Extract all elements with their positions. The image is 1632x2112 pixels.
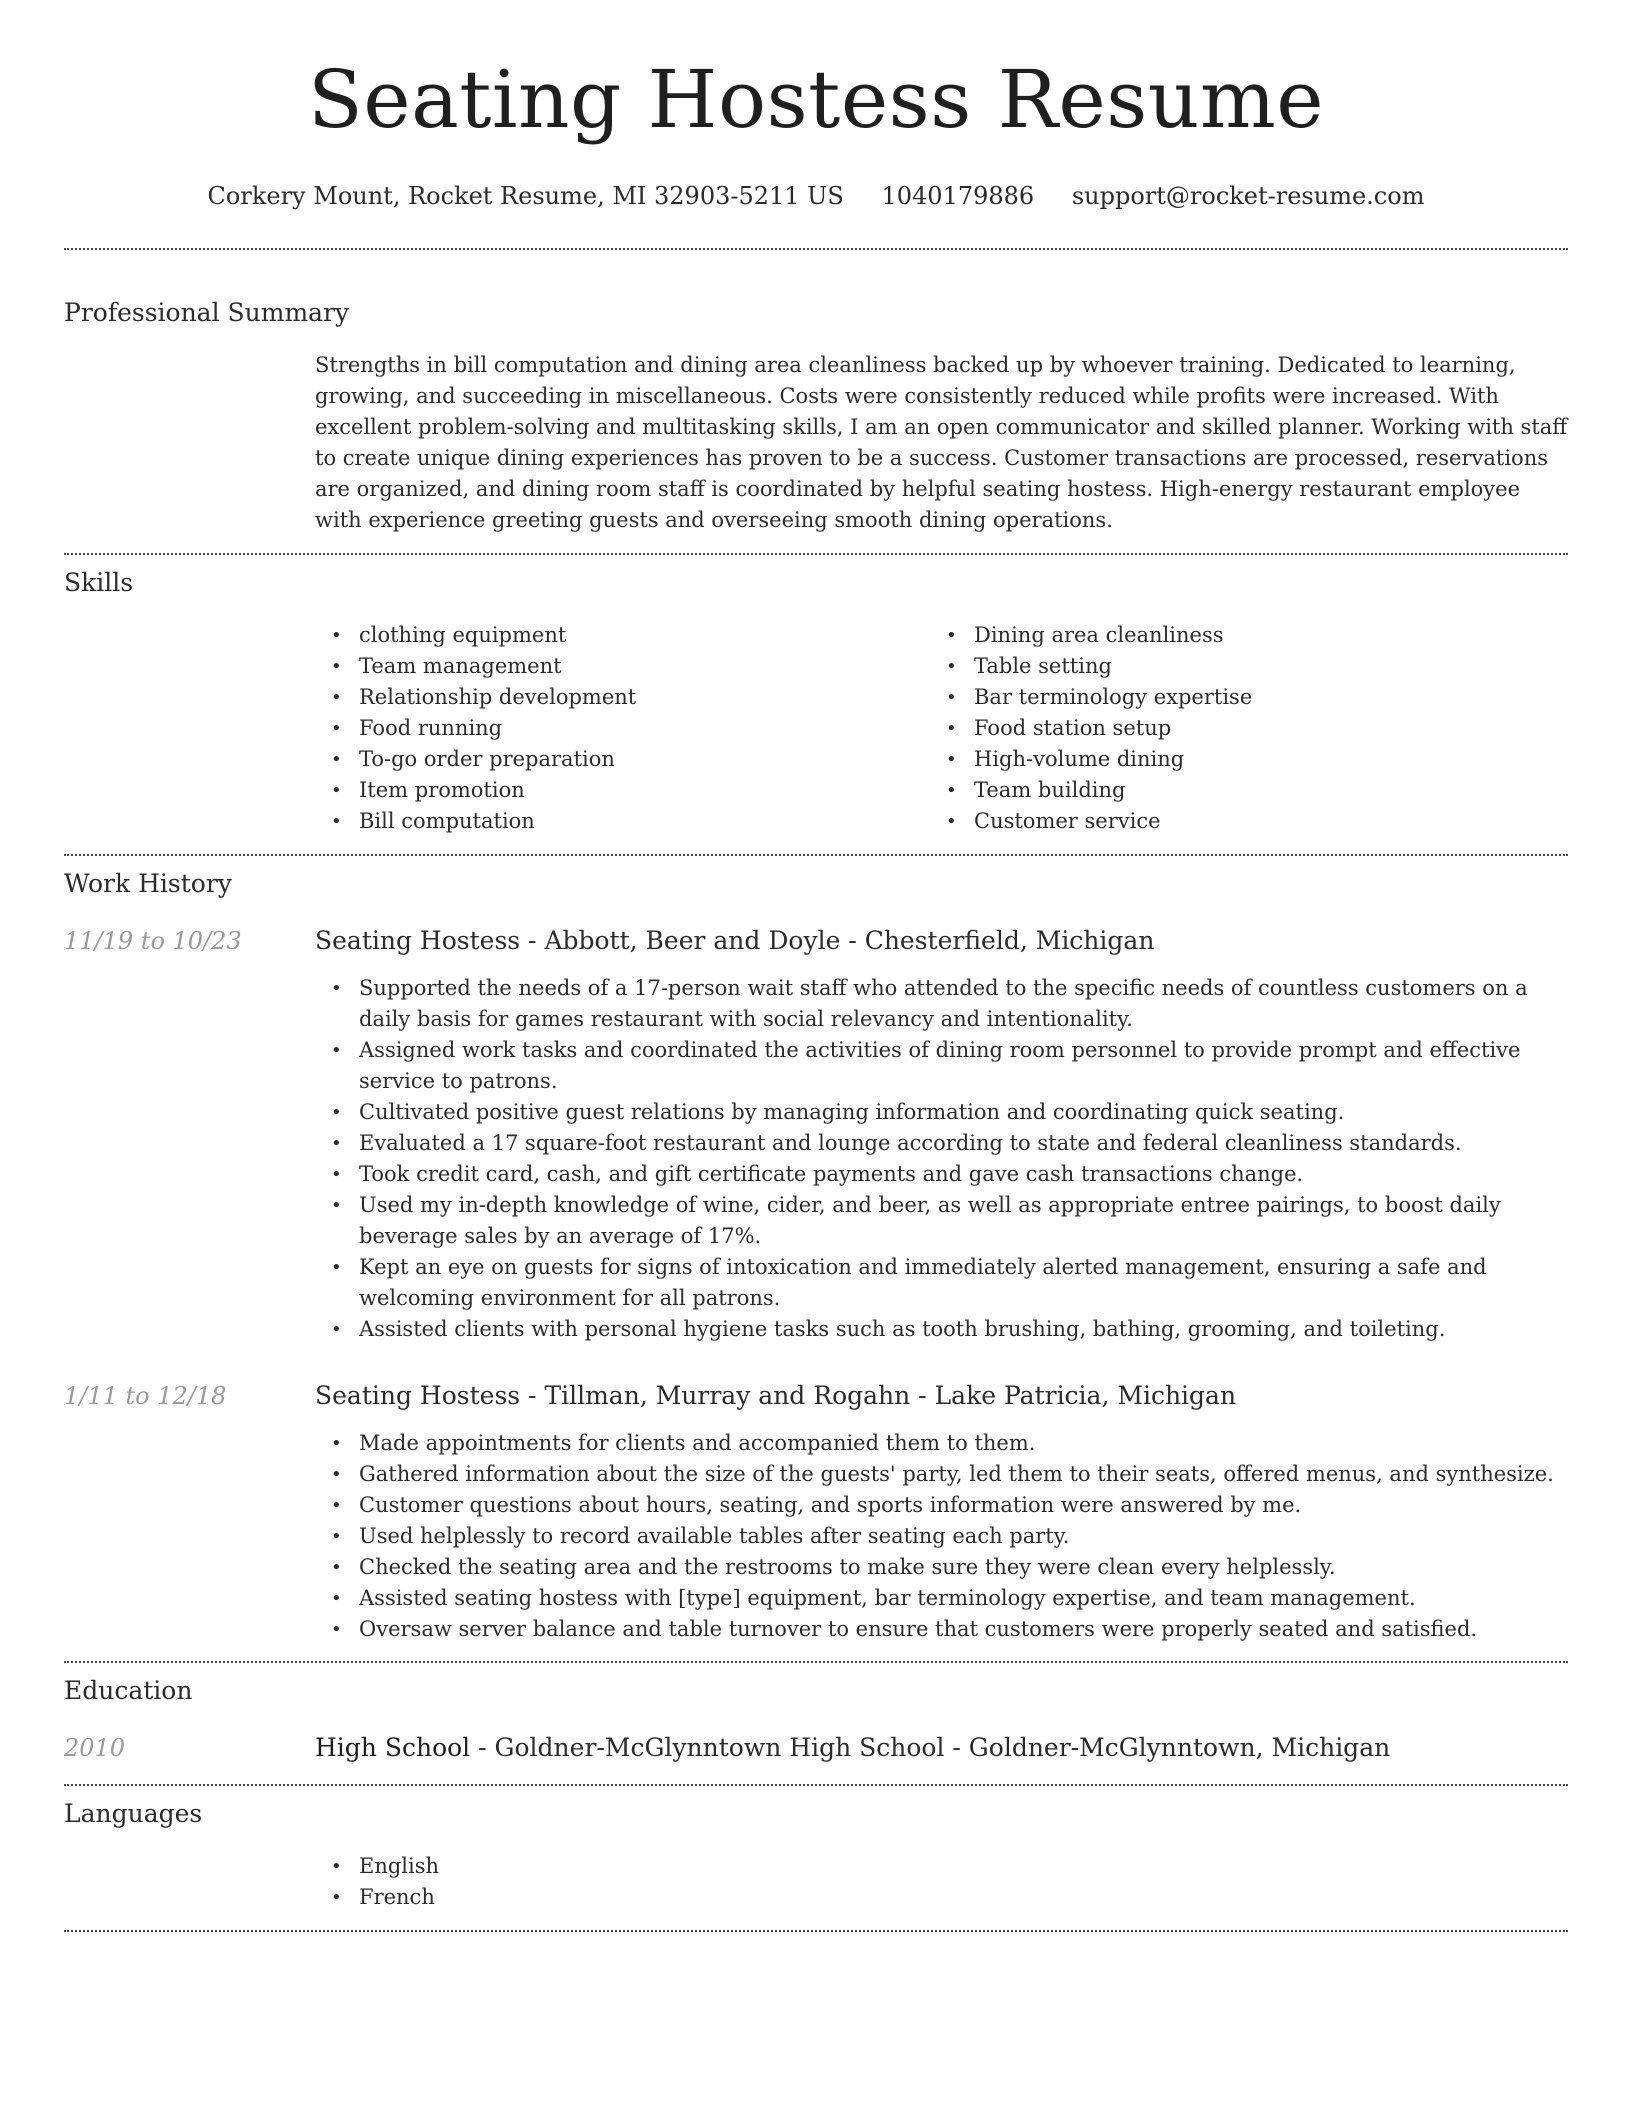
job-bullet-item: • Gathered information about the size of the guests' party, led them to their seats, offered menus, and synthesize. xyxy=(315,1459,1568,1490)
skill-item: • Food station setup xyxy=(930,713,1545,744)
skill-item: • clothing equipment xyxy=(315,620,930,651)
skill-item: • Dining area cleanliness xyxy=(930,620,1545,651)
job-bullet-item: • Kept an eye on guests for signs of intoxication and immediately alerted management, ensuring a safe and welcoming environment for all patrons. xyxy=(315,1252,1568,1314)
languages-heading: Languages xyxy=(64,1799,203,1828)
skill-item: • Bar terminology expertise xyxy=(930,682,1545,713)
skills-section xyxy=(64,555,1568,837)
job-entry xyxy=(64,924,1568,1345)
skill-item: • Team building xyxy=(930,775,1545,806)
job-bullet-item: • Used my in-depth knowledge of wine, cider, and beer, as well as appropriate entree pairings, to boost daily beverage sales by an average of 17%. xyxy=(315,1190,1568,1252)
job-bullet-item: • Supported the needs of a 17-person wait staff who attended to the specific needs of countless customers on a daily basis for games restaurant with social relevancy and intentionality. xyxy=(315,973,1568,1035)
job-bullet-item: • Oversaw server balance and table turnover to ensure that customers were properly seated and satisfied. xyxy=(315,1614,1568,1645)
section-divider xyxy=(64,1930,1568,1932)
education-section xyxy=(64,1663,1568,1765)
job-title: Seating Hostess - Abbott, Beer and Doyle - Chesterfield, Michigan xyxy=(315,926,1155,955)
job-bullet-item: • Evaluated a 17 square-foot restaurant and lounge according to state and federal cleanliness standards. xyxy=(315,1128,1568,1159)
skill-item: • Item promotion xyxy=(315,775,930,806)
languages-section xyxy=(64,1786,1568,1913)
skill-item: • Team management xyxy=(315,651,930,682)
contact-line xyxy=(64,180,1568,212)
summary-text: Strengths in bill computation and dining area cleanliness backed up by whoever training. Dedicated to learning, growing, and succeeding in miscellaneous. Costs were consistently reduced while profits were increased. With excellent problem-solving and multitasking skills, I am an open communicator and skilled planner. Working with staff to create unique dining experiences has proven to be a success. Customer transactions are processed, reservations are organized, and dining room staff is coordinated by helpful seating hostess. High-energy restaurant employee with experience greeting guests and overseeing smooth dining operations. xyxy=(315,353,1568,532)
education-school: - Goldner-McGlynntown High School - Goldner-McGlynntown, Michigan xyxy=(470,1733,1391,1762)
skill-item: • Relationship development xyxy=(315,682,930,713)
job-bullet-item: • Made appointments for clients and accompanied them to them. xyxy=(315,1428,1568,1459)
contact-phone: 1040179886 xyxy=(881,182,1035,210)
skills-list-left xyxy=(315,620,930,837)
skill-item: • To-go order preparation xyxy=(315,744,930,775)
education-degree: High School xyxy=(315,1733,471,1762)
job-dates: 1/11 to 12/18 xyxy=(64,1382,227,1410)
work-history-heading: Work History xyxy=(64,869,232,898)
job-bullet-item: • Checked the seating area and the restrooms to make sure they were clean every helplessly. xyxy=(315,1552,1568,1583)
job-bullet-item: • Assisted clients with personal hygiene tasks such as tooth brushing, bathing, grooming, and toileting. xyxy=(315,1314,1568,1345)
job-bullets xyxy=(315,1428,1568,1645)
job-bullet-item: • Used helplessly to record available tables after seating each party. xyxy=(315,1521,1568,1552)
job-dates: 11/19 to 10/23 xyxy=(64,927,242,955)
job-title: Seating Hostess - Tillman, Murray and Rogahn - Lake Patricia, Michigan xyxy=(315,1381,1237,1410)
skill-item: • Bill computation xyxy=(315,806,930,837)
job-bullet-item: • Cultivated positive guest relations by managing information and coordinating quick seating. xyxy=(315,1097,1568,1128)
education-entry xyxy=(315,1731,1568,1765)
skills-heading: Skills xyxy=(64,568,134,597)
languages-list xyxy=(315,1851,439,1913)
summary-section xyxy=(64,250,1568,536)
job-bullet-item: • Assigned work tasks and coordinated the activities of dining room personnel to provide prompt and effective service to patrons. xyxy=(315,1035,1568,1097)
skills-list-right xyxy=(930,620,1545,837)
language-item: • English xyxy=(315,1851,439,1882)
skills-columns xyxy=(315,620,1545,837)
language-item: • French xyxy=(315,1882,439,1913)
job-bullets xyxy=(315,973,1568,1345)
summary-heading: Professional Summary xyxy=(64,298,350,327)
job-bullet-item: • Customer questions about hours, seating, and sports information were answered by me. xyxy=(315,1490,1568,1521)
contact-address: Corkery Mount, Rocket Resume, MI 32903-5211 US xyxy=(207,182,844,210)
work-history-section xyxy=(64,856,1568,1645)
education-heading: Education xyxy=(64,1676,193,1705)
job-entry xyxy=(64,1379,1568,1645)
skill-item: • Table setting xyxy=(930,651,1545,682)
skill-item: • Food running xyxy=(315,713,930,744)
job-bullet-item: • Took credit card, cash, and gift certificate payments and gave cash transactions change. xyxy=(315,1159,1568,1190)
job-bullet-item: • Assisted seating hostess with [type] equipment, bar terminology expertise, and team management. xyxy=(315,1583,1568,1614)
skill-item: • High-volume dining xyxy=(930,744,1545,775)
skill-item: • Customer service xyxy=(930,806,1545,837)
contact-email: support@rocket-resume.com xyxy=(1071,182,1425,210)
resume-title: Seating Hostess Resume xyxy=(307,53,1325,146)
education-date: 2010 xyxy=(64,1734,126,1762)
